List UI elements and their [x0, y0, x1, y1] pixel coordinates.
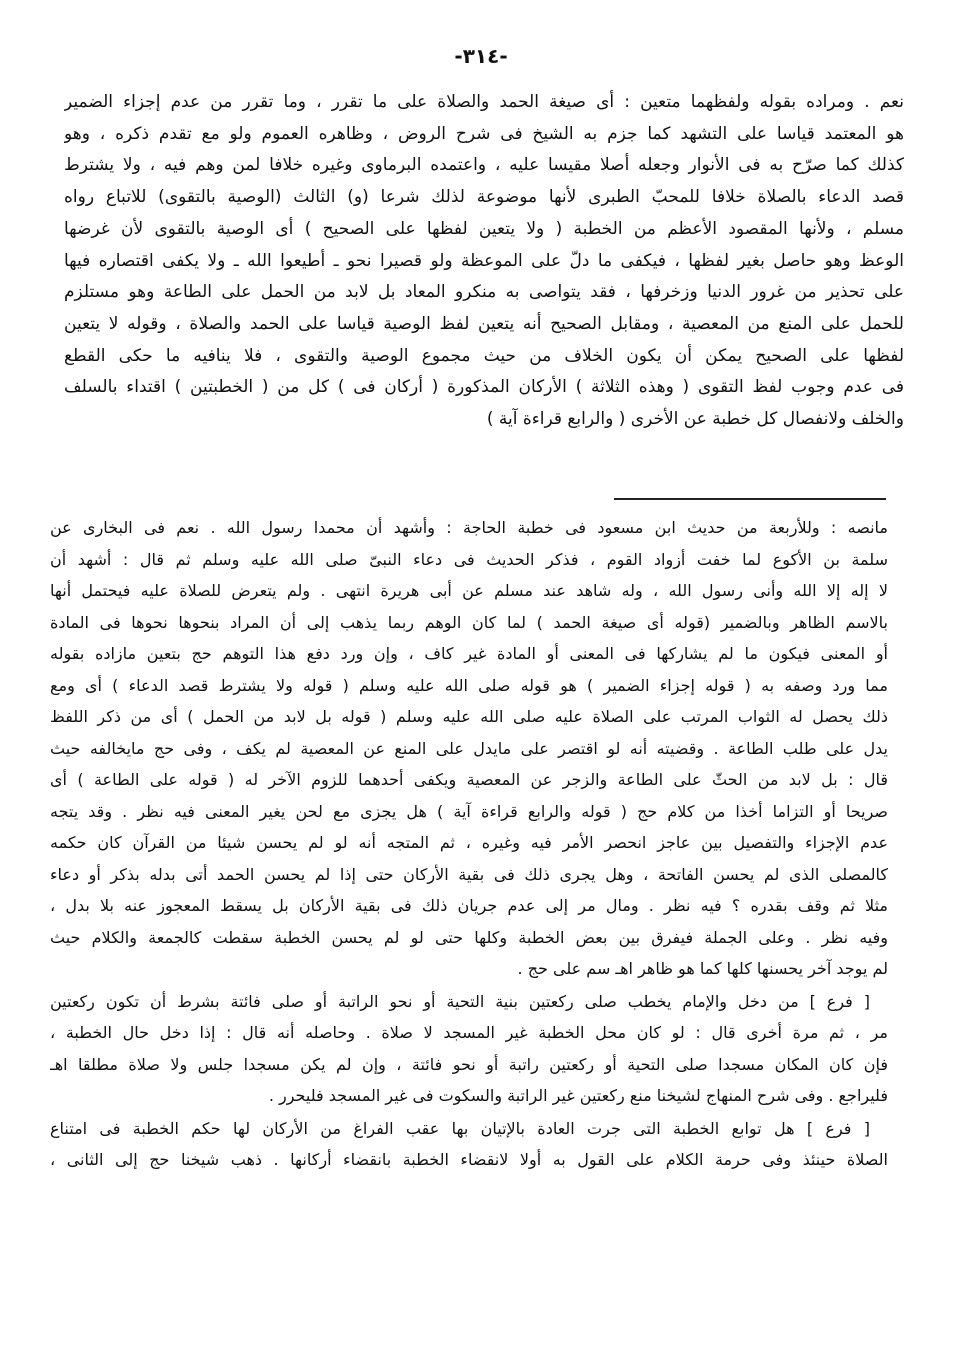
footnote-line: سلمة بن الأكوع لما خفت أزواد القوم ، فذكر الحديث فى دعاء النبىّ صلى الله عليه وسلم ثم قال : أشهد أن: [50, 549, 888, 569]
main-text-line: قصد الدعاء بالصلاة خلافا للمحبّ الطبرى لأنها موضوعة لذلك شرعا (و) الثالث (الوصية بالتقوى) للاتباع رواه: [64, 187, 904, 208]
footnote-line: أو المعنى فيكون ما لم يشاركها فى المعنى أو المادة غير كاف ، وإن ورد دفع هذا التوهم حج بتعين مازاده بقوله: [50, 644, 888, 663]
footnote-line: مثلا ثم وقف بقدره ؟ فيه نظر . ومال مر إلى عدم جريان ذلك فى بقية الأركان بل يسقط المعجوز عنه بلا بدل ،: [50, 896, 888, 915]
footnote-line: مانصه : وللأربعة من حديث ابن مسعود فى خطبة الحاجة : وأشهد أن محمدا رسول الله . نعم فى البخارى عن: [50, 518, 888, 537]
footnote-line: وفيه نظر . وعلى الجملة فيفرق بين بعض الخطبة وكلها حتى لو لم يحسن الخطبة سقطت كالجمعة والكلام حيث: [50, 927, 888, 947]
footnote-line: لم يوجد آخر يحسنها كلها كما هو ظاهر اهـ سم على حج .: [517, 959, 888, 978]
footnote-block-branch-1: [50, 986, 888, 1112]
main-text-line: هو المعتمد قياسا على التشهد كما جزم به الشيخ فى شرح الروض ، وظاهره العموم ولو مع تقدم ذكره ، وهو: [64, 123, 904, 144]
main-text-line: لفظها على الصحيح يمكن أن يكون الخلاف من حيث مجموع الوصية والتقوى ، فلا ينافيه ما حكى القطع: [64, 345, 904, 366]
footnote-line: فإن كان المكان مسجدا صلى التحية أو ركعتين راتبة أو نحو فائتة ، وإن لم يكن مسجدا جلس ولا صلاة مطلقا اهـ: [50, 1054, 888, 1074]
footnote-line: مما ورد وصفه به ( قوله إجزاء الضمير ) هو قوله صلى الله عليه وسلم ( قوله ولا يشترط قصد الدعاء ) أى ومع: [50, 675, 888, 695]
page-number: -٣١٤-: [454, 44, 508, 68]
footnote-line: [ فرع ] هل توابع الخطبة التى جرت العادة بالإتيان بها عقب الفراغ من الأركان لها حكم الخطبة فى امتناع: [50, 1118, 870, 1138]
main-text-line: فى عدم وجوب لفظ التقوى ( وهذه الثلاثة ) الأركان المذكورة ( أركان فى ) كل من ( الخطبتين ) اقتداء بالسلف: [64, 377, 904, 398]
main-text: [64, 87, 904, 436]
main-text-line: الوعظ وهو حاصل بغير لفظها ، فيكفى ما دلّ على الموعظة ولو قصيرا نحو ـ أطيعوا الله ـ ولا يكفى اقتصاره فيها: [64, 250, 904, 271]
footnote-line: صريحا أو التزاما أخذا من كلام حج ( قوله والرابع قراءة آية ) هل يجزى مع لحن يغير المعنى فيه نظر . وقد يتجه: [50, 801, 888, 821]
main-text-line: على تحذير من غرور الدنيا وزخرفها ، فقد يتواصى به منكرو المعاد بل لابد من الحمل على الطاعة وهو مستلزم: [64, 282, 904, 303]
footnote-line: كالمصلى الذى لم يحسن الفاتحة ، وهل يجرى ذلك فى بقية الأركان حتى إذا لم يحسن الحمد أتى بدله بذكر أو دعاء: [50, 864, 888, 884]
footnote-line: يدل على طلب الطاعة . وقضيته أنه لو اقتصر على مايدل على المنع عن المعصية لم يكف ، وفى حج مايخالفه حيث: [50, 738, 888, 758]
footnote-line: فليراجع . وفى شرح المنهاج لشيخنا منع ركعتين غير الراتبة والسكوت فى غير المسجد فليحرر .: [268, 1086, 888, 1105]
footnote-line: عدم الإجزاء والتفصيل بين عاجز انحصر الأمر فيه وغيره ، ثم المتجه أنه لو لم يحسن شيئا من القرآن كان حكمه: [50, 833, 888, 852]
footnote-block-branch-2: [50, 1113, 888, 1176]
footnote-line: ذلك يحصل له الثواب المرتب على الصلاة عليه صلى الله عليه وسلم ( قوله بل لابد من الحمل ) أى من ذكر اللفظ: [50, 707, 888, 726]
footnote-line: مر ، ثم مرة أخرى قال : لو كان محل الخطبة غير المسجد لا صلاة . وحاصله أنه قال : إذا دخل حال الخطبة ،: [50, 1023, 888, 1042]
footnote-line: [ فرع ] من دخل والإمام يخطب صلى ركعتين بنية التحية أو نحو الراتبة أو صلى فائتة بشرط أن تكون ركعتين: [50, 991, 870, 1011]
footnote-line: الصلاة حينئذ وفى حرمة الكلام على القول به أولا لانقضاء الخطبة بانقضاء أركانها . ذهب شيخنا حج إلى الثانى ،: [50, 1150, 888, 1169]
main-text-line: للحمل على المنع من المعصية ، ومقابل الصحيح أنه يتعين لفظ الوصية قياسا على الحمد والصلاة ، وقوله لا يتعين: [64, 313, 904, 334]
main-text-line: والخلف ولانفصال كل خطبة عن الأخرى ( والرابع قراءة آية ): [486, 409, 904, 430]
main-text-line: مسلم ، ولأنها المقصود الأعظم من الخطبة ( ولا يتعين لفظها على الصحيح ) أى الوصية بالتقوى لأن غرضها: [64, 218, 904, 239]
footnote-line: قال : بل لابد من الحثّ على الطاعة والزجر عن المعصية ويكفى أحدهما للزوم الآخر له ( قوله على الطاعة ) أى: [50, 770, 888, 789]
footnote-block-commentary: [50, 512, 888, 985]
footnote-line: لا إله إلا الله وأنى رسول الله ، وله شاهد عند مسلم عن أبى هريرة انتهى . ولم يتعرض للصلاة عليه فيحتمل أنها: [50, 581, 888, 600]
main-text-line: كذلك كما صرّح به فى الأنوار وجعله أصلا مقيسا عليه ، واعتمده البرماوى وغيره خلافا لمن وهم فيه ، ولا يشترط: [64, 155, 904, 176]
footnotes: [50, 512, 888, 1176]
main-text-line: نعم . ومراده بقوله ولفظهما متعين : أى صيغة الحمد والصلاة على ما تقرر ، وما تقرر من عدم إجزاء الضمير: [64, 92, 904, 112]
footnote-divider: [614, 498, 886, 500]
footnote-line: بالاسم الظاهر وبالضمير (قوله أى صيغة الحمد ) لما كان الوهم ربما يذهب إلى أن المراد بنحوها نحوها فى المادة: [50, 612, 888, 632]
